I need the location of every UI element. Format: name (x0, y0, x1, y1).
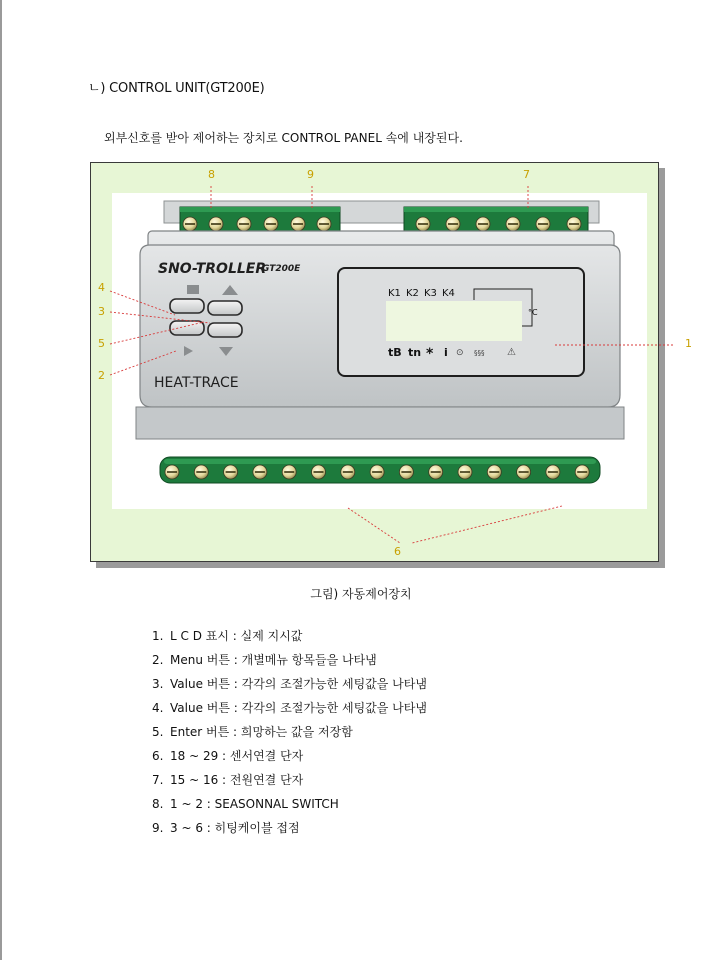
page-left-rule (0, 0, 2, 960)
relay-k1: K1 (388, 288, 401, 299)
lcd-display (386, 301, 522, 341)
unit-celsius: °C (528, 308, 538, 317)
legend-item (152, 819, 427, 843)
legend-text: 1 ~ 2 : SEASONNAL SWITCH (170, 797, 339, 811)
legend-text: Value 버튼 : 각각의 조절가능한 세팅값을 나타냄 (170, 701, 427, 715)
callout-5: 5 (98, 337, 105, 350)
value-down-button[interactable] (208, 323, 242, 337)
base-rail (136, 407, 624, 439)
legend-text: 15 ~ 16 : 전원연결 단자 (170, 773, 304, 787)
callout-7: 7 (523, 168, 530, 181)
relay-k3: K3 (424, 288, 437, 299)
heating-icon: §§§ (474, 349, 485, 357)
legend-number: 1. (152, 629, 164, 643)
legend-text: Value 버튼 : 각각의 조절가능한 세팅값을 나타냄 (170, 677, 427, 691)
legend-item (152, 723, 427, 747)
warning-icon: ⚠ (507, 347, 516, 358)
legend-number: 4. (152, 701, 164, 715)
legend-item (152, 675, 427, 699)
terminal-block-top-left (180, 207, 340, 233)
intro-text: 외부신호를 받아 제어하는 장치로 CONTROL PANEL 속에 내장된다. (104, 131, 463, 145)
tn-icon: tn (408, 346, 422, 359)
legend-number: 5. (152, 725, 164, 739)
snowflake-icon: * (426, 346, 434, 362)
stop-glyph-icon (187, 285, 199, 294)
bottom-terminal-screws (165, 465, 589, 479)
legend-item (152, 747, 427, 771)
callout-4: 4 (98, 281, 105, 294)
relay-k2: K2 (406, 288, 419, 299)
legend-item (152, 699, 427, 723)
callout-8: 8 (208, 168, 215, 181)
lcd-window (338, 268, 584, 376)
callout-9: 9 (307, 168, 314, 181)
clock-icon: ⊙ (456, 348, 464, 358)
device-photo (112, 193, 647, 509)
brand-label: SNO-TROLLER (158, 261, 267, 277)
legend-item (152, 651, 427, 675)
legend-item (152, 795, 427, 819)
legend-number: 7. (152, 773, 164, 787)
enter-button[interactable] (170, 321, 204, 335)
tb-icon: tB (388, 346, 402, 359)
maker-label: HEAT-TRACE (154, 375, 239, 391)
legend-number: 9. (152, 821, 164, 835)
callout-1: 1 (685, 337, 692, 350)
section-heading: ㄴ) CONTROL UNIT(GT200E) (88, 81, 265, 96)
legend-text: L C D 표시 : 실제 지시값 (170, 629, 303, 643)
legend-text: Menu 버튼 : 개별메뉴 항목들을 나타냄 (170, 653, 377, 667)
menu-button[interactable] (170, 299, 204, 313)
legend-number: 8. (152, 797, 164, 811)
value-up-button[interactable] (208, 301, 242, 315)
model-label: GT200E (262, 264, 301, 274)
legend-number: 6. (152, 749, 164, 763)
callout-3: 3 (98, 305, 105, 318)
figure-caption: 그림) 자동제어장치 (310, 587, 412, 601)
relay-k4: K4 (442, 288, 455, 299)
legend-number: 3. (152, 677, 164, 691)
legend-list (152, 627, 427, 843)
terminal-block-top-right (404, 207, 588, 233)
callout-2: 2 (98, 369, 105, 382)
control-unit-illustration (112, 193, 647, 509)
legend-item (152, 771, 427, 795)
legend-text: 3 ~ 6 : 히팅케이블 접점 (170, 821, 300, 835)
info-icon: i (444, 346, 448, 359)
legend-text: Enter 버튼 : 희망하는 값을 저장함 (170, 725, 353, 739)
legend-number: 2. (152, 653, 164, 667)
legend-text: 18 ~ 29 : 센서연결 단자 (170, 749, 304, 763)
legend-item (152, 627, 427, 651)
callout-6: 6 (394, 545, 401, 558)
